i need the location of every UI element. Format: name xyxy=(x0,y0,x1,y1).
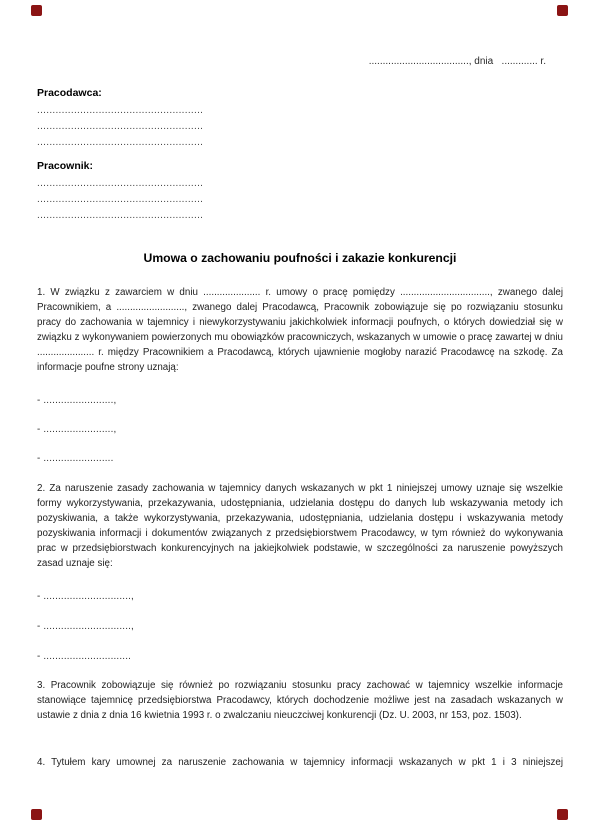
date-place-line: ...................................., dnia ............. r. xyxy=(368,56,546,67)
list-item: - .............................., xyxy=(37,591,134,602)
corner-marker-bottom-left xyxy=(31,809,42,820)
employee-blank-line: ...................................................... xyxy=(37,178,204,189)
violation-forms-list xyxy=(37,591,134,681)
employer-blank-line: ...................................................... xyxy=(37,105,204,116)
employee-block xyxy=(37,160,203,224)
employer-blank-line: ...................................................... xyxy=(37,137,204,148)
list-item: - ........................, xyxy=(37,424,117,435)
clause-4-partial: 4. Tytułem kary umownej za naruszenie zachowania w tajemnicy informacji wskazanych w pkt 1 i 3 niniejszej xyxy=(37,757,563,768)
document-title: Umowa o zachowaniu poufności i zakazie konkurencji xyxy=(143,251,457,265)
corner-marker-bottom-right xyxy=(557,809,568,820)
list-item: - ........................, xyxy=(37,395,117,406)
clause-1: 1. W związku z zawarciem w dniu ..................... r. umowy o pracę pomiędzy ................................., zwanego dalej Pracownikiem, a ........................., zwanego dalej Pracodawcą, Pracownik zobowiązuje się po rozwiązaniu stosunku pracy do zachowania w tajemnicy i niewykorzystywaniu jakichkolwiek informacji poufnych, o których dowiedział się w związku z wykonywaniem powierzonych mu obowiązków pracowniczych, wskazanych w umowie o pracę zawartej w dniu ..................... r. między Pracownikiem a Pracodawcą, których ujawnienie mogłoby narazić Pracodawcę na szkodę. Za informacje poufne strony uznają: xyxy=(37,287,563,373)
corner-marker-top-left xyxy=(31,5,42,16)
confidential-info-list xyxy=(37,395,116,482)
employee-blank-line: ...................................................... xyxy=(37,210,204,221)
employee-label: Pracownik: xyxy=(37,160,94,172)
clause-3: 3. Pracownik zobowiązuje się również po rozwiązaniu stosunku pracy zachować w tajemnicy wszelkie informacje stanowiące tajemnicę przedsiębiorstwa Pracodawcy, których dochodzenie możliwe jest na zasadach wskazanych w ustawie z dnia z dnia 16 kwietnia 1993 r. o zwalczaniu nieuczciwej konkurencji (Dz. U. 2003, nr 153, poz. 1503). xyxy=(37,680,563,721)
employer-block xyxy=(37,87,203,151)
clause-2: 2. Za naruszenie zasady zachowania w tajemnicy danych wskazanych w pkt 1 niniejszej umowy uznaje się wszelkie formy wykorzystywania, przekazywania, udostępniania, udzielania dostępu do danych lub wskazywania metody ich pozyskiwania, a także wykorzystywania, przekazywania, udostępniania, udzielania dostępu i wskazywania metody pozyskiwania informacji i dokumentów związanych z przedsiębiorstwem Pracodawcy, w tym również do wykonywania prac w przedsiębiorstwach konkurencyjnych na jakiejkolwiek podstawie, w szczególności za naruszenie powyższych zasad uznaje się: xyxy=(37,483,563,569)
list-item: - ........................ xyxy=(37,453,114,464)
employer-label: Pracodawca: xyxy=(37,87,102,99)
corner-marker-top-right xyxy=(557,5,568,16)
employer-blank-line: ...................................................... xyxy=(37,121,204,132)
list-item: - .............................., xyxy=(37,621,134,632)
list-item: - .............................. xyxy=(37,651,132,662)
employee-blank-line: ...................................................... xyxy=(37,194,204,205)
